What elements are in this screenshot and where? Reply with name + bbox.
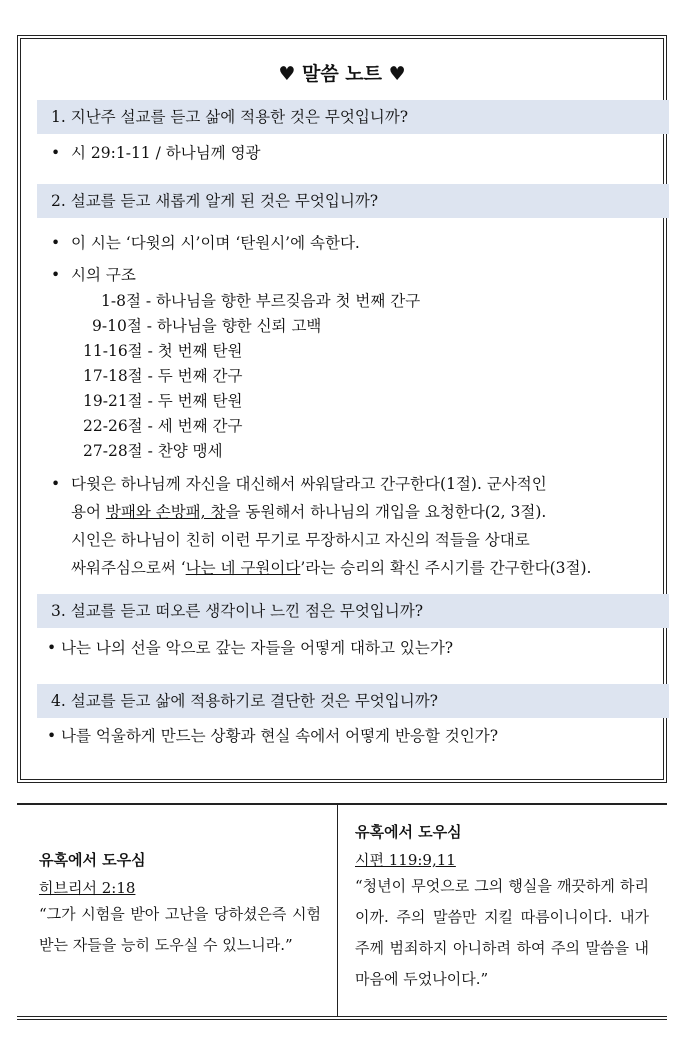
answer-3 [47, 636, 453, 658]
question-4-bar: 4. 설교를 듣고 삶에 적용하기로 결단한 것은 무엇입니까? [37, 684, 669, 718]
sermon-note-box [17, 35, 667, 783]
structure-line: 9-10절 - 하나님을 향한 신뢰 고백 [92, 317, 322, 335]
structure-line: 19-21절 - 두 번째 탄원 [83, 392, 243, 410]
q2-point-2 [51, 263, 136, 285]
underlined-text: 방패와 손방패, 창 [105, 503, 226, 521]
q2-point-2-text: 시의 구조 [71, 266, 136, 284]
q2-point-1-text: 이 시는 ‘다윗의 시’이며 ‘탄원시’에 속한다. [71, 234, 360, 252]
underlined-text: 나는 네 구원이다 [185, 559, 301, 577]
answer-4 [47, 724, 498, 746]
question-3-bar: 3. 설교를 듣고 떠오른 생각이나 느낀 점은 무엇입니까? [37, 594, 669, 628]
text-span: 싸워주심으로써 ‘ [71, 559, 186, 577]
answer-1-text: 시 29:1-11 / 하나님께 영광 [71, 144, 261, 162]
bullet-icon: • [51, 266, 61, 284]
right-verse-reference: 시편 119:9,11 [355, 851, 456, 869]
q2-point-3-line-4 [71, 556, 591, 578]
text-span: ’라는 승리의 확신 주시기를 간구한다(3절). [300, 559, 592, 577]
left-verse-text: “그가 시험을 받아 고난을 당하셨은즉 시험받는 자들을 능히 도우실 수 있느니라.” [39, 905, 321, 954]
q2-point-3-line-2 [71, 500, 546, 522]
structure-line: 27-28절 - 찬양 맹세 [83, 442, 223, 460]
structure-line: 1-8절 - 하나님을 향한 부르짖음과 첫 번째 간구 [101, 292, 421, 310]
bullet-icon: • [51, 475, 61, 493]
question-1-bar: 1. 지난주 설교를 듣고 삶에 적용한 것은 무엇입니까? [37, 100, 669, 134]
q2-point-3-line-1 [51, 472, 547, 494]
right-verse-title: 유혹에서 도우심 [355, 823, 462, 841]
q2-point-1 [51, 231, 360, 253]
answer-4-text: 나를 억울하게 만드는 상황과 현실 속에서 어떻게 반응할 것인가? [61, 727, 499, 745]
note-title: ♥ 말씀 노트 ♥ [278, 63, 406, 85]
structure-line: 22-26절 - 세 번째 간구 [83, 417, 243, 435]
structure-line: 11-16절 - 첫 번째 탄원 [83, 342, 243, 360]
text-span: 용어 [71, 503, 106, 521]
verse-section [17, 803, 667, 1020]
bullet-icon: • [47, 639, 57, 657]
question-2-bar: 2. 설교를 듣고 새롭게 알게 된 것은 무엇입니까? [37, 184, 669, 218]
right-verse-text: “청년이 무엇으로 그의 행실을 깨끗하게 하리이까. 주의 말씀만 지킬 따름이니이다. 내가 주께 범죄하지 아니하려 하여 주의 말씀을 내 마음에 두었나이다.” [355, 877, 649, 988]
q2-point-3-text: 다윗은 하나님께 자신을 대신해서 싸워달라고 간구한다(1절). 군사적인 [71, 475, 547, 493]
bullet-icon: • [51, 234, 61, 252]
text-span: 을 동원해서 하나님의 개입을 요청한다(2, 3절). [225, 503, 547, 521]
left-verse-title: 유혹에서 도우심 [39, 851, 146, 869]
structure-line: 17-18절 - 두 번째 간구 [83, 367, 243, 385]
column-divider [337, 805, 338, 1016]
bullet-icon: • [51, 144, 61, 162]
left-verse-reference: 히브리서 2:18 [39, 879, 136, 897]
answer-3-text: 나는 나의 선을 악으로 갚는 자들을 어떻게 대하고 있는가? [61, 639, 454, 657]
answer-1 [51, 141, 261, 163]
q2-point-3-line-3: 시인은 하나님이 친히 이런 무기로 무장하시고 자신의 적들을 상대로 [71, 531, 530, 549]
bullet-icon: • [47, 727, 57, 745]
